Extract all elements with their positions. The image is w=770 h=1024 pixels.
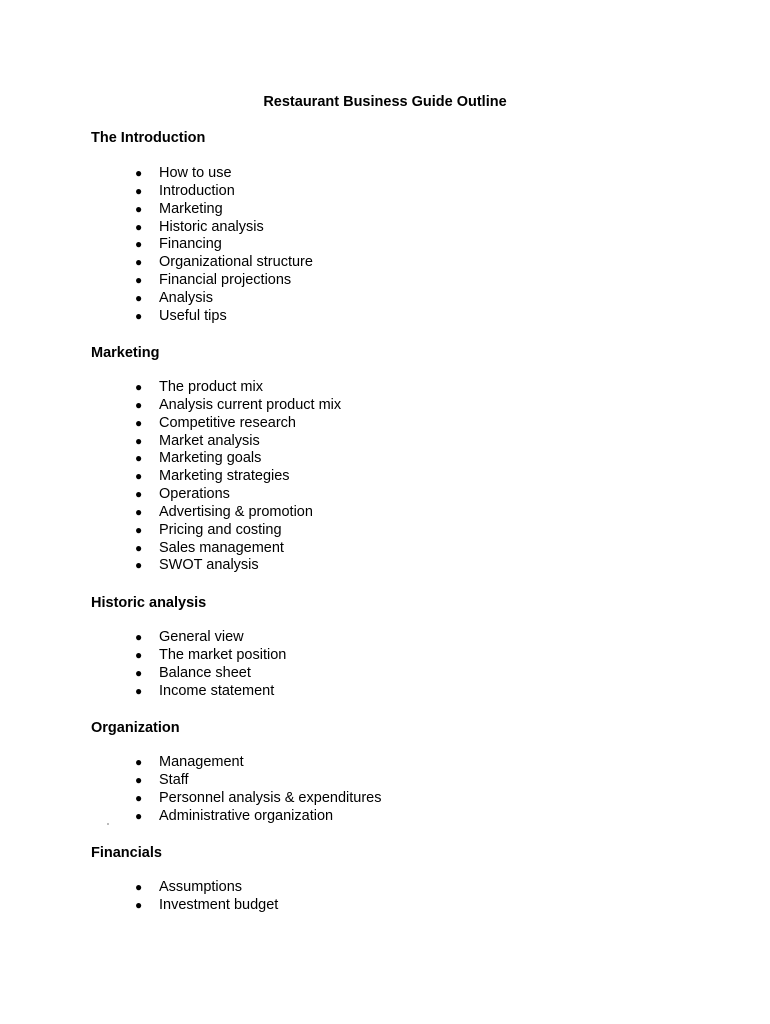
bullet-icon: ● — [135, 380, 143, 394]
bullet-icon: ● — [135, 808, 143, 823]
bullet-icon: ● — [135, 790, 143, 805]
list-item: ● Assumptions — [135, 879, 243, 895]
section-heading-historic-analysis: Historic analysis — [91, 595, 207, 611]
bullet-icon: ● — [135, 683, 143, 698]
list-item: ● Marketing goals — [135, 450, 262, 467]
list-item: ● Personnel analysis & expenditures — [135, 789, 382, 806]
list-item: ● Marketing strategies — [135, 468, 290, 485]
bullet-icon: ● — [135, 451, 143, 466]
bullet-icon: ● — [135, 255, 143, 270]
bullet-icon: ● — [135, 290, 143, 305]
bullet-icon: ● — [135, 201, 143, 216]
list-item: ● SWOT analysis — [135, 557, 259, 574]
section-heading-financials: Financials — [91, 845, 162, 861]
bullet-icon: ● — [135, 880, 143, 894]
bullet-list-introduction — [0, 165, 313, 326]
bullet-icon: ● — [135, 630, 143, 644]
list-item: ● The market position — [135, 646, 287, 663]
bullet-list-historic-analysis — [0, 629, 286, 700]
section-heading-organization: Organization — [91, 720, 180, 736]
list-item: ● The product mix — [135, 379, 263, 395]
bullet-icon: ● — [135, 897, 143, 912]
stray-mark — [107, 823, 109, 825]
list-item: ● Useful tips — [135, 307, 227, 324]
bullet-icon: ● — [135, 665, 143, 680]
list-item: ● Market analysis — [135, 432, 260, 449]
list-item: ● Analysis current product mix — [135, 396, 342, 413]
list-item: ● Financing — [135, 236, 222, 253]
list-item: ● Competitive research — [135, 414, 296, 431]
bullet-icon: ● — [135, 558, 143, 573]
list-item: ● General view — [135, 629, 244, 645]
list-item: ● Financial projections — [135, 272, 292, 289]
list-item: ● Management — [135, 754, 244, 770]
bullet-icon: ● — [135, 415, 143, 430]
list-item: ● Marketing — [135, 200, 223, 217]
bullet-icon: ● — [135, 433, 143, 448]
list-item: ● Balance sheet — [135, 664, 251, 681]
list-item: ● Administrative organization — [135, 807, 334, 824]
section-heading-introduction: The Introduction — [91, 130, 206, 146]
bullet-icon: ● — [135, 166, 143, 180]
bullet-icon: ● — [135, 219, 143, 234]
section-heading-marketing: Marketing — [91, 345, 160, 361]
bullet-icon: ● — [135, 397, 143, 412]
bullet-list-financials — [0, 879, 278, 915]
list-item: ● Introduction — [135, 182, 235, 199]
list-item: ● Pricing and costing — [135, 521, 282, 538]
list-item: ● How to use — [135, 165, 232, 181]
list-item: ● Advertising & promotion — [135, 503, 313, 520]
bullet-icon: ● — [135, 647, 143, 662]
document-title: Restaurant Business Guide Outline — [263, 94, 507, 110]
list-item: ● Income statement — [135, 682, 275, 699]
bullet-icon: ● — [135, 237, 143, 252]
bullet-icon: ● — [135, 772, 143, 787]
list-item: ● Operations — [135, 486, 230, 503]
bullet-icon: ● — [135, 273, 143, 288]
bullet-list-marketing — [0, 379, 341, 575]
list-item: ● Analysis — [135, 289, 213, 306]
bullet-icon: ● — [135, 308, 143, 323]
bullet-icon: ● — [135, 487, 143, 502]
bullet-icon: ● — [135, 469, 143, 484]
bullet-icon: ● — [135, 755, 143, 769]
list-item: ● Staff — [135, 771, 189, 788]
list-item: ● Investment budget — [135, 896, 279, 913]
bullet-list-organization — [0, 754, 381, 825]
bullet-icon: ● — [135, 522, 143, 537]
bullet-icon: ● — [135, 540, 143, 555]
list-item: ● Sales management — [135, 539, 284, 556]
list-item: ● Organizational structure — [135, 254, 313, 271]
bullet-icon: ● — [135, 183, 143, 198]
bullet-icon: ● — [135, 504, 143, 519]
list-item: ● Historic analysis — [135, 218, 264, 235]
